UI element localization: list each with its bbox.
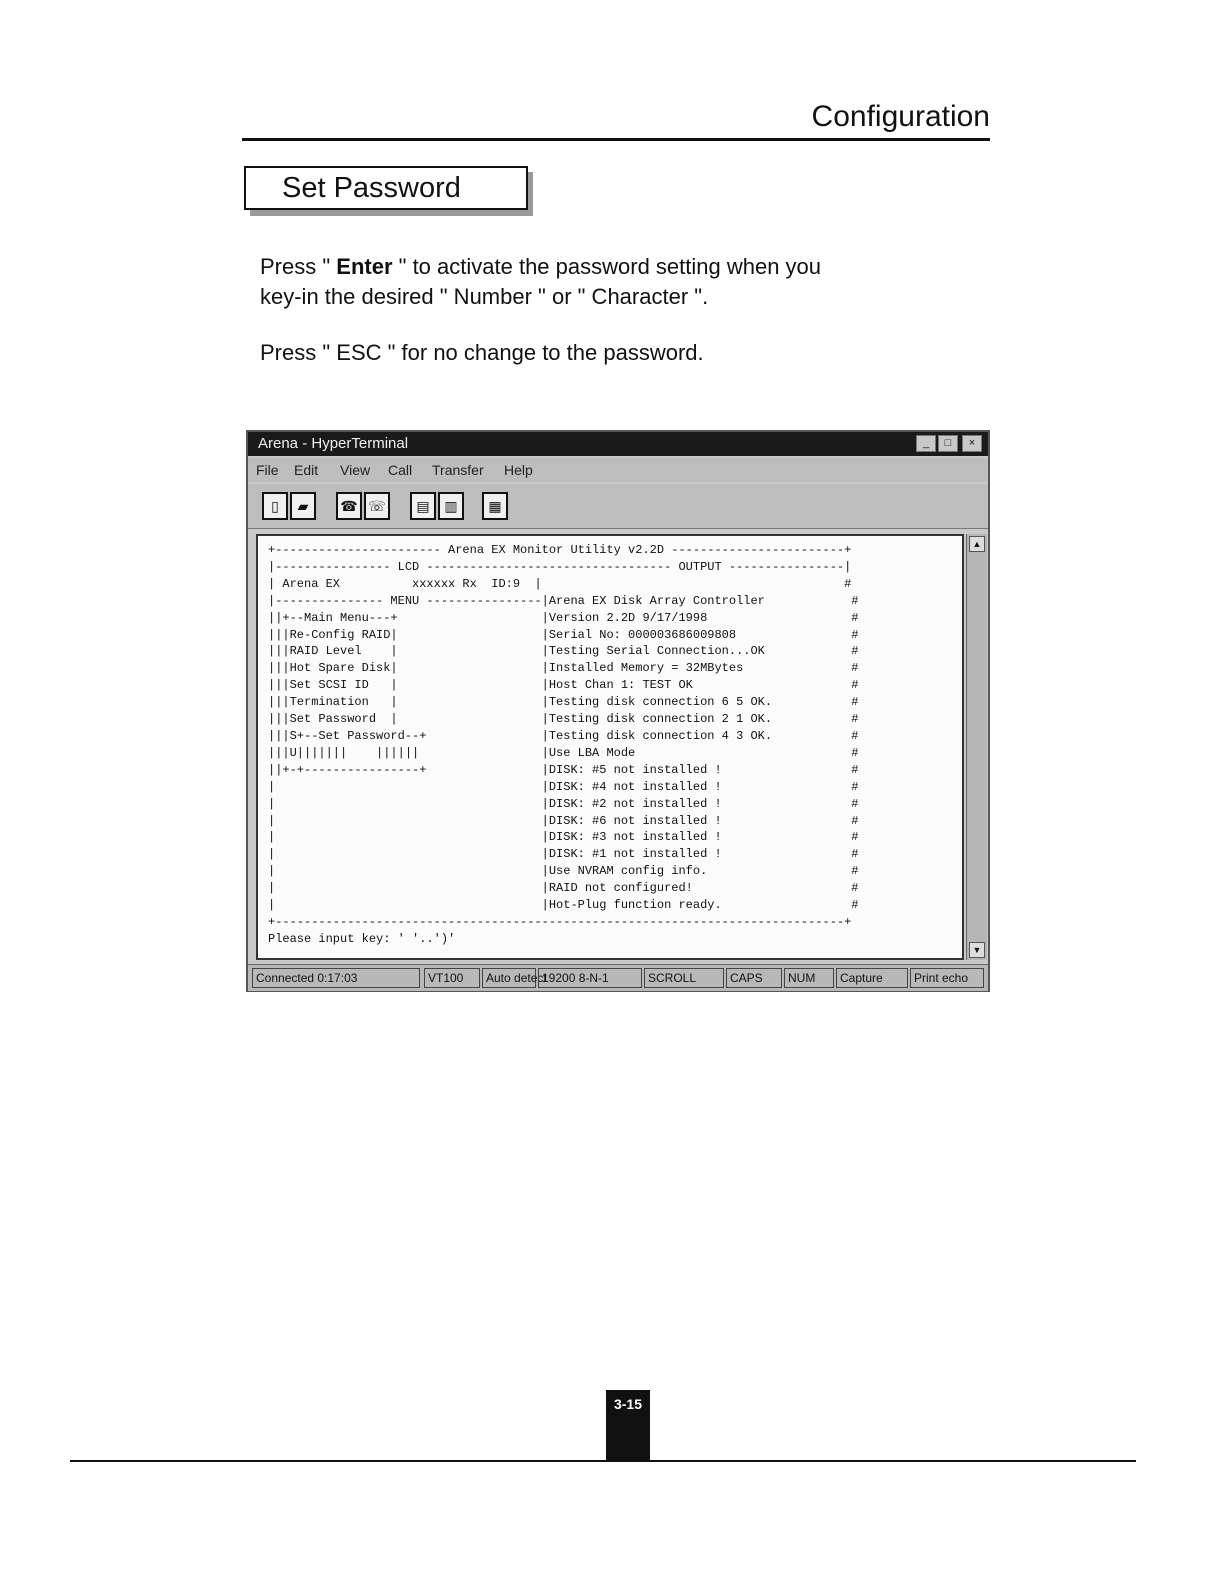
menu-transfer[interactable]: Transfer [432, 462, 484, 478]
enter-key-label: Enter [336, 254, 393, 279]
instruction-enter-post: " to activate the password setting when you [392, 254, 822, 279]
open-icon[interactable]: ▰ [290, 492, 316, 520]
page-number-text: 3-15 [613, 1396, 643, 1412]
menu-edit[interactable]: Edit [294, 462, 319, 478]
status-connected: Connected 0:17:03 [252, 968, 420, 988]
send-icon[interactable]: ▤ [410, 492, 436, 520]
minimize-button[interactable]: _ [916, 435, 936, 452]
instruction-enter [260, 252, 821, 312]
menu-file[interactable]: File [256, 462, 279, 478]
status-port-settings: 19200 8-N-1 [538, 968, 642, 988]
instruction-enter-line2: key-in the desired " Number " or " Character ". [260, 284, 709, 309]
instruction-esc: Press " ESC " for no change to the password. [260, 340, 704, 365]
status-detect: Auto detect [482, 968, 536, 988]
window-title: Arena - HyperTerminal [258, 435, 409, 452]
menu-call[interactable]: Call [388, 462, 413, 478]
header-rule [242, 138, 990, 141]
page-title: Set Password [282, 172, 461, 204]
new-icon[interactable]: ▯ [262, 492, 288, 520]
connect-icon[interactable]: ☎ [336, 492, 362, 520]
status-scroll: SCROLL [644, 968, 724, 988]
status-caps: CAPS [726, 968, 782, 988]
status-capture: Capture [836, 968, 908, 988]
vertical-scrollbar[interactable] [966, 534, 987, 960]
section-title: Configuration [811, 100, 990, 133]
receive-icon[interactable]: ▥ [438, 492, 464, 520]
status-emulation: VT100 [424, 968, 480, 988]
scroll-down-icon[interactable]: ▼ [969, 942, 985, 958]
scroll-up-icon[interactable]: ▲ [969, 536, 985, 552]
status-bar [248, 964, 988, 991]
maximize-button[interactable]: □ [938, 435, 958, 452]
terminal-screen[interactable] [256, 534, 964, 960]
menu-view[interactable]: View [340, 462, 371, 478]
instruction-enter-pre: Press " [260, 254, 337, 279]
status-print-echo: Print echo [910, 968, 984, 988]
terminal-output: +----------------------- Arena EX Monitor Utility v2.2D ------------------------+ |---------------- LCD ---------------------------------- OUTPUT ----------------| | Arena EX xxxxxx Rx ID:9 | # |--------------- MENU ----------------|Arena EX Disk Array Controller # ||+--Main Menu---+ |Version 2.2D 9/17/1998 # |||Re-Config RAID| |Serial No: 000003686009808 # |||RAID Level | |Testing Serial Connection...OK # |||Hot Spare Disk| |Installed Memory = 32MBytes # |||Set SCSI ID | |Host Chan 1: TEST OK # |||Termination | |Testing disk connection 6 5 OK. # |||Set Password | |Testing disk connection 2 1 OK. # |||S+--Set Password--+ |Testing disk connection 4 3 OK. # |||U||||||| |||||| |Use LBA Mode # ||+-+----------------+ |DISK: #5 not installed ! # | |DISK: #4 not installed ! # | |DISK: #2 not installed ! # | |DISK: #6 not installed ! # | |DISK: #3 not installed ! # | |DISK: #1 not installed ! # | |Use NVRAM config info. # | |RAID not configured! # | |Hot-Plug function ready. # +-------------------------------------------------------------------------------+ Please input key: ' '..')' [268, 543, 859, 946]
properties-icon[interactable]: ▦ [482, 492, 508, 520]
toolbar [248, 484, 988, 529]
menu-help[interactable]: Help [504, 462, 533, 478]
disconnect-icon[interactable]: ☏ [364, 492, 390, 520]
close-button[interactable]: × [962, 435, 982, 452]
footer-rule [70, 1460, 1136, 1462]
status-num: NUM [784, 968, 834, 988]
window-titlebar[interactable] [248, 432, 988, 456]
menu-bar [248, 458, 988, 482]
page-number [606, 1390, 650, 1462]
